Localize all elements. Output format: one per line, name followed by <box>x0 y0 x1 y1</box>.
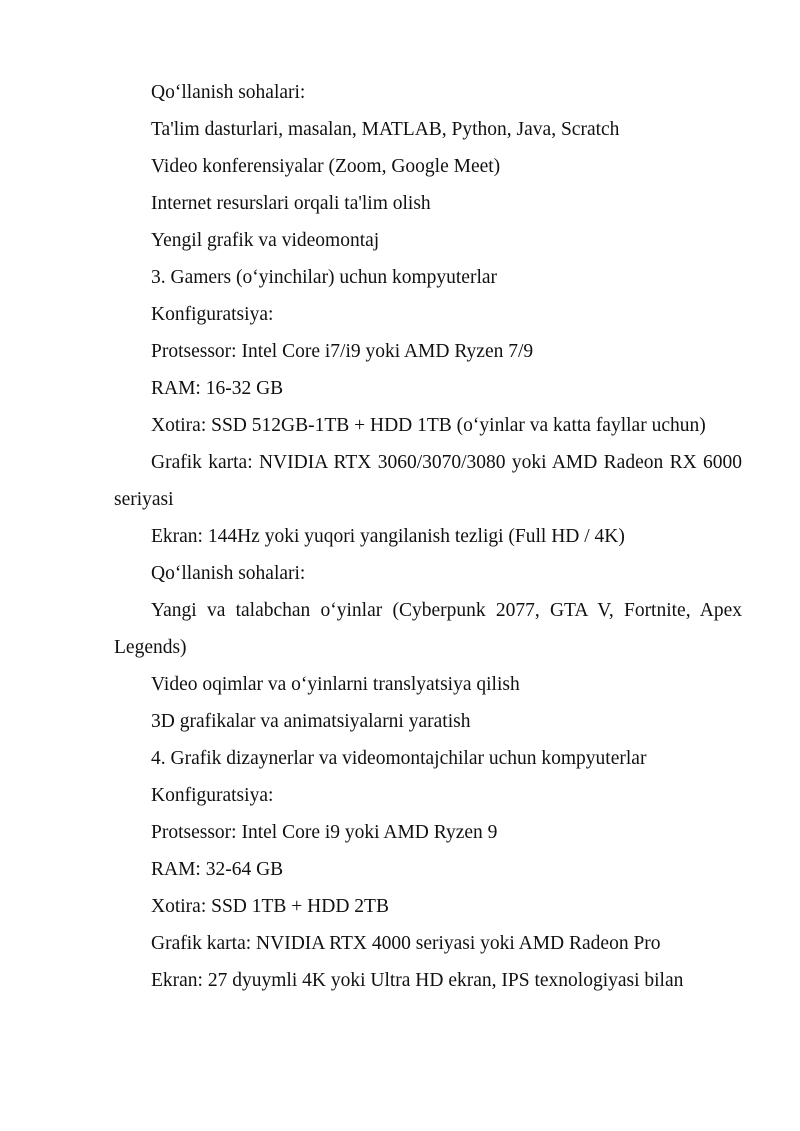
paragraph-demanding-games: Yangi va talabchan o‘yinlar (Cyberpunk 2077, GTA V, Fortnite, Apex Legends) <box>114 600 742 658</box>
section-heading-designers: 4. Grafik dizaynerlar va videomontajchilar uchun kompyuterlar <box>151 748 647 769</box>
paragraph-graphics-card: Grafik karta: NVIDIA RTX 3060/3070/3080 yoki AMD Radeon RX 6000 seriyasi <box>114 452 742 510</box>
paragraph-3d-graphics: 3D grafikalar va animatsiyalarni yaratish <box>151 711 471 732</box>
paragraph-usage-areas-heading: Qo‘llanish sohalari: <box>151 563 306 584</box>
paragraph-usage-areas-heading: Qo‘llanish sohalari: <box>151 82 306 103</box>
paragraph-processor: Protsessor: Intel Core i9 yoki AMD Ryzen 9 <box>151 822 498 843</box>
section-heading-gamers: 3. Gamers (o‘yinchilar) uchun kompyuterlar <box>151 267 498 288</box>
paragraph-display: Ekran: 27 dyuymli 4K yoki Ultra HD ekran, IPS texnologiyasi bilan <box>151 970 684 991</box>
paragraph-video-streaming: Video oqimlar va o‘yinlarni translyatsiya qilish <box>151 674 520 695</box>
paragraph-storage: Xotira: SSD 512GB-1TB + HDD 1TB (o‘yinlar va katta fayllar uchun) <box>151 415 706 436</box>
paragraph-video-conferences: Video konferensiyalar (Zoom, Google Meet) <box>151 156 501 177</box>
document-body <box>114 74 742 999</box>
paragraph-configuration-heading: Konfiguratsiya: <box>151 304 274 325</box>
paragraph-storage: Xotira: SSD 1TB + HDD 2TB <box>151 896 389 917</box>
paragraph-ram: RAM: 16-32 GB <box>151 378 284 399</box>
paragraph-education-software: Ta'lim dasturlari, masalan, MATLAB, Python, Java, Scratch <box>151 119 620 140</box>
paragraph-display: Ekran: 144Hz yoki yuqori yangilanish tezligi (Full HD / 4K) <box>151 526 625 547</box>
paragraph-ram: RAM: 32-64 GB <box>151 859 284 880</box>
paragraph-graphics-card: Grafik karta: NVIDIA RTX 4000 seriyasi yoki AMD Radeon Pro <box>151 933 661 954</box>
paragraph-light-graphics: Yengil grafik va videomontaj <box>151 230 380 251</box>
paragraph-processor: Protsessor: Intel Core i7/i9 yoki AMD Ryzen 7/9 <box>151 341 534 362</box>
paragraph-configuration-heading: Konfiguratsiya: <box>151 785 274 806</box>
paragraph-internet-learning: Internet resurslari orqali ta'lim olish <box>151 193 431 214</box>
